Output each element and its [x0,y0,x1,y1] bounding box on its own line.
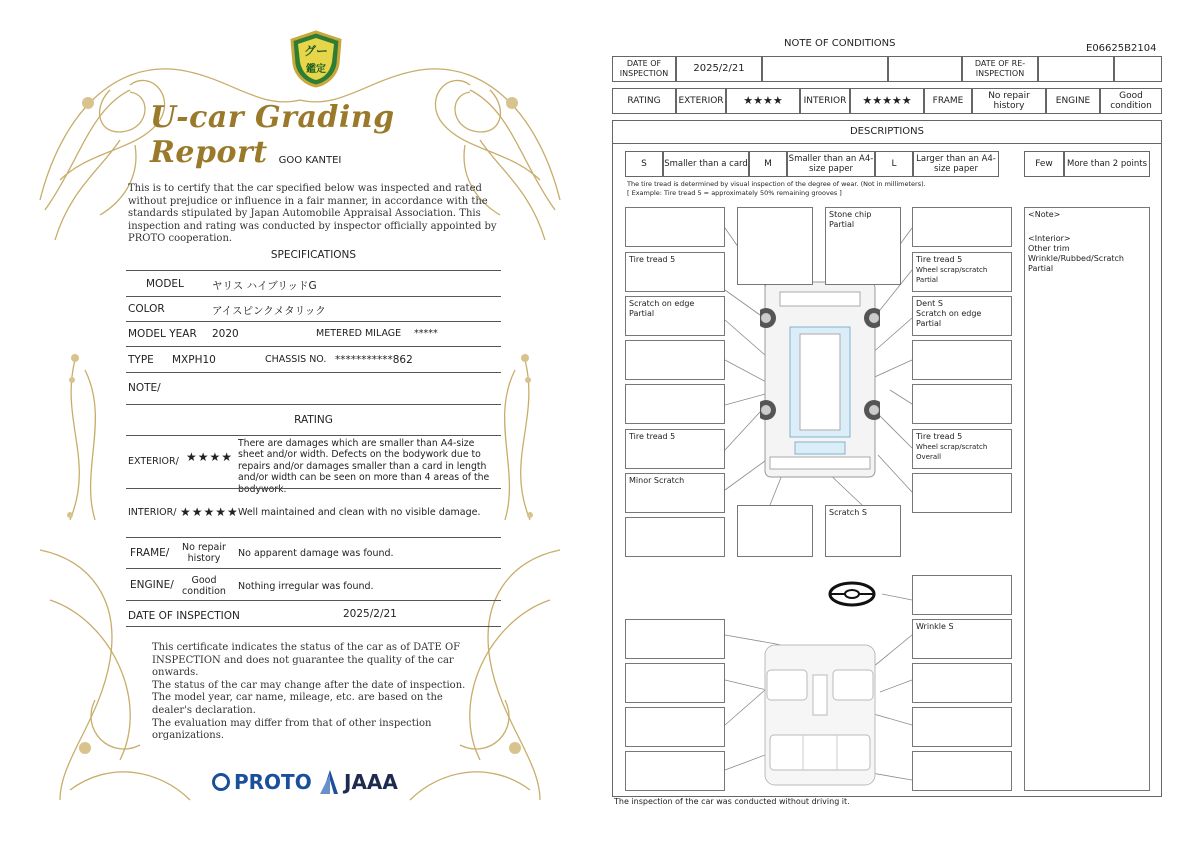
interior-label: INTERIOR/ [128,507,177,518]
damage-box-text: Tire tread 5 [629,255,676,264]
divider [126,626,501,627]
color-label: COLOR [128,303,165,315]
note-box-interior-text: Other trim Wrinkle/Rubbed/Scratch Partial [1028,244,1124,273]
type-label: TYPE [128,354,154,366]
frame-label: FRAME [924,88,972,114]
tire-note-1: The tire tread is determined by visual inspection of the degree of wear. (Not in millimeters). [627,180,926,188]
damage-box [625,707,725,747]
goo-kantei-badge [288,30,344,88]
damage-box-text: Tire tread 5 [629,432,676,441]
damage-box [912,384,1012,424]
certificate-intro: This is to certify that the car specified below was inspected and rated without prejudice or influence in a fair manner, in accordance with the standards stipulated by Japan Automobile Appraisal Association. This inspection and rating was conducted by inspector officially appointed by PROTO cooperation. [128,183,497,244]
damage-box [625,751,725,791]
certificate-footer: This certificate indicates the status of the car as of DATE OF INSPECTION and does not guarantee the quality of the car onwards. The status of the car may change after the date of inspection. The model year, car name, mileage, etc. are based on the dealer's declaration. The evaluation may differ from that of other inspection organizations. [152,642,466,742]
damage-box [625,517,725,557]
doi-label: DATE OF INSPECTION [612,56,676,82]
shield-logo-icon [288,30,344,88]
damage-box-wrinkle [912,619,1012,659]
jaaa-logo [320,770,398,794]
damage-box-left-tire-front [625,252,725,292]
divider [126,372,501,373]
legend-l: L [875,151,913,177]
proto-logo [212,770,312,794]
divider [126,600,501,601]
damage-box-right-dent [912,296,1012,336]
car-interior-diagram [755,640,885,790]
badge-line1: グー [303,44,328,58]
legend-few: Few [1024,151,1064,177]
engine-value: Good condition [182,575,226,597]
damage-box-stone-chip [825,207,901,285]
chassis-label: CHASSIS NO. [265,354,327,365]
steering-wheel-icon [827,580,877,608]
damage-box [912,707,1012,747]
color-value: アイスピンクメタリック [212,305,326,317]
damage-box-text: Tire tread 5 [916,255,963,264]
descriptions-heading: DESCRIPTIONS [612,120,1162,144]
note-title: NOTE OF CONDITIONS [784,38,896,49]
exterior-stars: ★★★★ [726,88,800,114]
note-of-conditions [600,0,1200,848]
note-box-title: <Note> [1028,210,1061,219]
engine-value: Good condition [1100,88,1162,114]
interior-description: Well maintained and clean with no visible damage. [238,507,481,518]
damage-box-text: Dent S [916,299,943,308]
date-of-inspection-label: DATE OF INSPECTION [128,610,240,622]
model-year-value: 2020 [212,328,239,340]
divider [126,488,501,489]
note-label: NOTE/ [128,382,161,394]
damage-box [737,207,813,285]
damage-box-right-tire-front [912,252,1012,292]
badge-line2: 鑑定 [306,64,326,75]
frame-value: No repair history [182,542,226,564]
damage-box-text: Minor Scratch [629,476,685,485]
rating-heading: RATING [294,414,333,426]
damage-box-left-minor [625,473,725,513]
divider [126,404,501,405]
exterior-label: EXTERIOR/ [128,456,179,467]
chassis-value: ***********862 [335,354,413,366]
damage-box-subtext: Scratch on edge Partial [916,309,982,328]
damage-box [625,619,725,659]
damage-box-right-tire-rear [912,429,1012,469]
proto-logo-text: PROTO [234,770,312,794]
damage-box [625,384,725,424]
damage-box [912,751,1012,791]
tire-note-2: [ Example: Tire tread 5 = approximately 50% remaining grooves ] [627,189,842,197]
legend-m: M [749,151,787,177]
damage-box [912,663,1012,703]
legend-few-desc: More than 2 points [1064,151,1150,177]
frame-label: FRAME/ [130,547,170,559]
damage-box [625,340,725,380]
note-box [1024,207,1150,791]
exterior-description: There are damages which are smaller than A4-size sheet and/or width. Defects on the bodywork due to repairs and/or damages smaller than a card in length and/or width can be seen on more than 4 areas of the bodywork. [238,438,490,495]
specifications-heading: SPECIFICATIONS [270,249,357,261]
damage-box-text: Tire tread 5 [916,432,963,441]
proto-circle-icon [212,773,230,791]
exterior-label: EXTERIOR [676,88,726,114]
model-value: ヤリス ハイブリッドG [212,280,317,292]
metered-milage-label: METERED MILAGE [316,328,402,339]
damage-box-text: Wrinkle S [916,622,954,631]
model-label: MODEL [146,278,184,290]
damage-box-bottom-scratch [825,505,901,557]
date-of-inspection-value: 2025/2/21 [343,608,397,620]
interior-label: INTERIOR [800,88,850,114]
damage-box-text: Stone chip Partial [829,210,872,229]
note-box-interior-label: <Interior> [1028,234,1071,243]
divider [126,537,501,538]
car-top-view-diagram [760,272,880,480]
damage-box-text: Scratch S [829,508,867,517]
metered-milage-value: ***** [414,328,438,339]
certificate-subtitle: GOO KANTEI [278,155,342,166]
legend-m-desc: Smaller than an A4-size paper [787,151,875,177]
damage-box-left-tire-rear [625,429,725,469]
engine-label: ENGINE/ [130,579,174,591]
interior-stars: ★★★★★ [180,505,239,519]
damage-box-text: Scratch on edge Partial [629,299,695,318]
engine-label: ENGINE [1046,88,1100,114]
frame-value: No repair history [972,88,1046,114]
legend-s-desc: Smaller than a card [663,151,749,177]
damage-box [912,340,1012,380]
divider [126,270,501,271]
damage-box [625,207,725,247]
interior-stars: ★★★★★ [850,88,924,114]
divider [126,296,501,297]
frame-description: No apparent damage was found. [238,548,394,559]
legend-s: S [625,151,663,177]
divider [126,321,501,322]
divider [126,346,501,347]
divider [126,435,501,436]
divider [126,568,501,569]
exterior-stars: ★★★★ [186,450,234,464]
jaaa-logo-text: JAAA [344,770,398,794]
damage-box [912,575,1012,615]
reinspection-label: DATE OF RE-INSPECTION [962,56,1038,82]
engine-description: Nothing irregular was found. [238,581,374,592]
damage-box-subtext: Wheel scrap/scratch Partial [916,266,988,284]
note-footer: The inspection of the car was conducted without driving it. [614,797,850,806]
damage-box [912,473,1012,513]
certificate-title: U-car Grading Report [150,100,395,170]
legend-l-desc: Larger than an A4-size paper [913,151,999,177]
damage-box [625,663,725,703]
type-value: MXPH10 [172,354,216,366]
damage-box-left-scratch [625,296,725,336]
damage-box-subtext: Wheel scrap/scratch Overall [916,443,988,461]
jaaa-emblem-icon [320,770,340,794]
doi-value: 2025/2/21 [676,56,762,82]
damage-box [737,505,813,557]
damage-box [912,207,1012,247]
model-year-label: MODEL YEAR [128,328,197,340]
document-id: E06625B2104 [1086,43,1157,54]
rating-label: RATING [612,88,676,114]
